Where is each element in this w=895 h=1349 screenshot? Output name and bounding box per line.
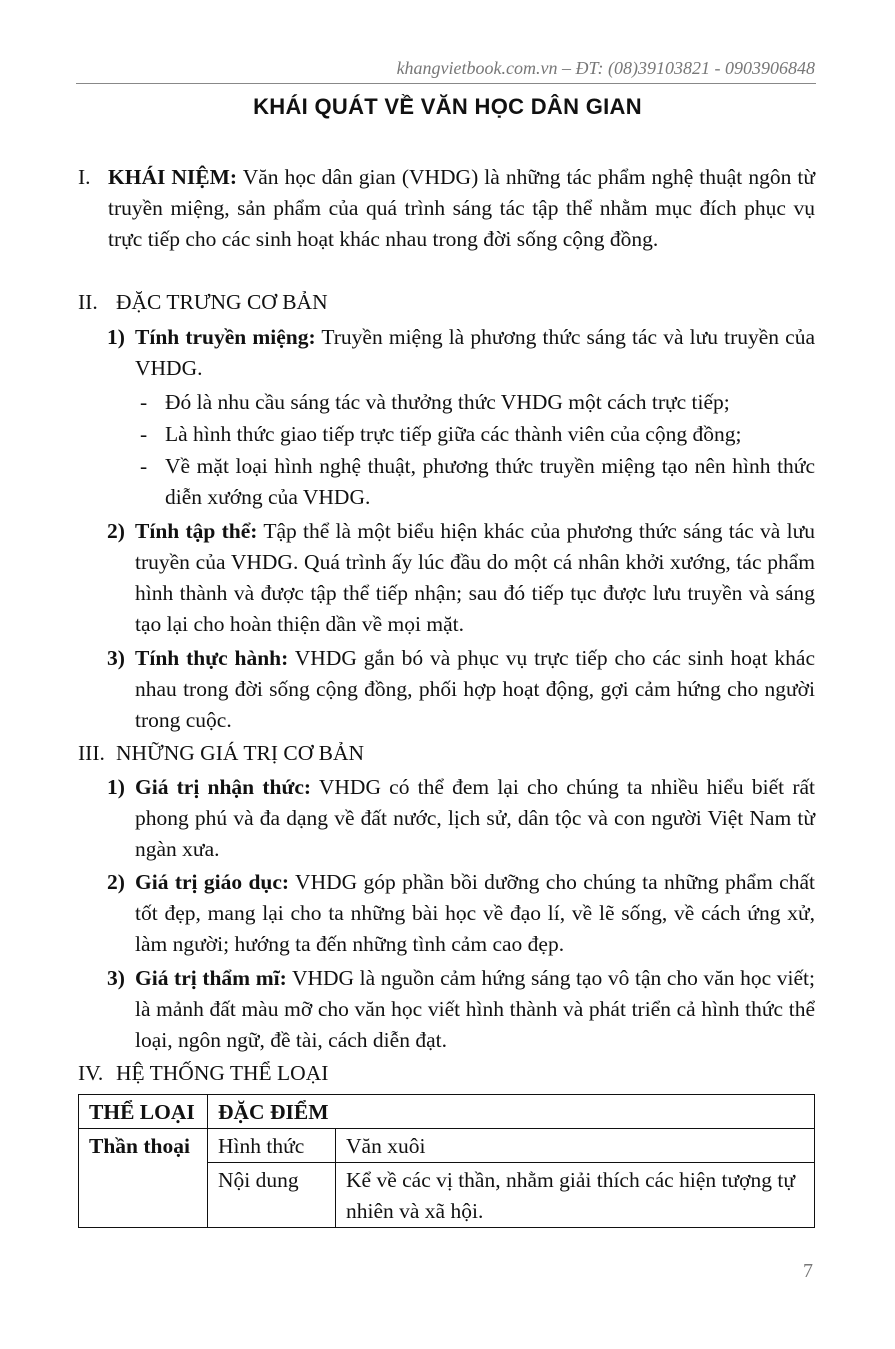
item-cognitive	[107, 772, 815, 865]
header-genre: THỂ LOẠI	[79, 1095, 208, 1129]
item-number: 3)	[107, 966, 125, 990]
item-text: Truyền miệng là phương thức sáng tác và lưu truyền của VHDG.	[135, 325, 815, 380]
item-label: Giá trị giáo dục:	[135, 870, 290, 894]
section-heading: HỆ THỐNG THỂ LOẠI	[116, 1061, 329, 1085]
item-text: VHDG là nguồn cảm hứng sáng tạo vô tận cho văn học viết; là mảnh đất màu mỡ cho văn học viết hình thành và phát triển cả hình thức thể loại, ngôn ngữ, đề tài, cách diễn đạt.	[135, 966, 815, 1052]
item-text: Tập thể là một biểu hiện khác của phương thức sáng tác và lưu truyền của VHDG. Quá trình ấy lúc đầu do một cá nhân khởi xướng, tác phẩm hình thành và được tập thể tiếp nhận; sau đó tiếp tục được lưu truyền và sáng tạo lại cho hoàn thiện dần về mọi mặt.	[135, 519, 815, 636]
genre-cell: Thần thoại	[79, 1129, 208, 1228]
item-label: Giá trị nhận thức:	[135, 775, 312, 799]
bullet-text: Là hình thức giao tiếp trực tiếp giữa các thành viên của cộng đồng;	[165, 422, 742, 446]
section-number: I.	[78, 165, 91, 189]
header-rule	[76, 83, 816, 84]
item-text: VHDG góp phần bồi dưỡng cho chúng ta những phẩm chất tốt đẹp, mang lại cho ta những bài học về đạo lí, về lẽ sống, về cách ứng xử, làm người; hướng ta đến những tình cảm cao đẹp.	[135, 870, 815, 956]
item-label: Giá trị thẩm mĩ:	[135, 966, 287, 990]
item-number: 2)	[107, 870, 125, 894]
attr-cell: Nội dung	[208, 1163, 336, 1228]
item-aesthetic	[107, 963, 815, 1056]
bullet-item: - Là hình thức giao tiếp trực tiếp giữa các thành viên của cộng đồng;	[140, 422, 742, 446]
attr-cell: Hình thức	[208, 1129, 336, 1163]
bullet-text: Đó là nhu cầu sáng tác và thưởng thức VHDG một cách trực tiếp;	[165, 390, 730, 414]
item-collective	[107, 516, 815, 640]
bullet-text: Về mặt loại hình nghệ thuật, phương thức truyền miệng tạo nên hình thức diễn xướng của VHDG.	[165, 454, 815, 509]
item-oral	[107, 322, 815, 384]
bullet-item: - Đó là nhu cầu sáng tác và thưởng thức VHDG một cách trực tiếp;	[140, 390, 730, 414]
item-number: 2)	[107, 519, 125, 543]
item-educational	[107, 867, 815, 960]
item-label: Tính truyền miệng:	[135, 325, 316, 349]
table-header-row	[79, 1095, 815, 1129]
table-row	[79, 1129, 815, 1163]
item-number: 3)	[107, 646, 125, 670]
item-text: VHDG có thể đem lại cho chúng ta nhiều hiểu biết rất phong phú và đa dạng về đất nước, lịch sử, dân tộc và con người Việt Nam từ ngàn xưa.	[135, 775, 815, 861]
bullet-item: - Về mặt loại hình nghệ thuật, phương thức truyền miệng tạo nên hình thức diễn xướng của VHDG.	[140, 454, 815, 509]
item-number: 1)	[107, 775, 125, 799]
genre-table	[78, 1094, 815, 1228]
value-cell: Kể về các vị thần, nhằm giải thích các hiện tượng tự nhiên và xã hội.	[336, 1163, 815, 1228]
section-heading: NHỮNG GIÁ TRỊ CƠ BẢN	[116, 741, 365, 765]
section-1	[78, 162, 815, 255]
page-number: 7	[803, 1260, 813, 1282]
section-number: II.	[78, 290, 98, 314]
item-label: Tính tập thể:	[135, 519, 258, 543]
section-4-heading	[78, 1058, 328, 1089]
item-number: 1)	[107, 325, 125, 349]
section-number: III.	[78, 741, 105, 765]
section-number: IV.	[78, 1061, 104, 1085]
header-features: ĐẶC ĐIỂM	[208, 1095, 815, 1129]
section-3-heading	[78, 738, 364, 769]
item-practice	[107, 643, 815, 736]
section-heading: ĐẶC TRƯNG CƠ BẢN	[116, 290, 328, 314]
running-header: khangvietbook.com.vn – ĐT: (08)39103821 - 0903906848	[396, 58, 815, 78]
section-label: KHÁI NIỆM:	[108, 165, 238, 189]
section-text: Văn học dân gian (VHDG) là những tác phẩm nghệ thuật ngôn từ truyền miệng, sản phẩm của quá trình sáng tác tập thể nhằm mục đích phục vụ trực tiếp cho các sinh hoạt khác nhau trong đời sống cộng đồng.	[108, 165, 815, 251]
page-title: KHÁI QUÁT VỀ VĂN HỌC DÂN GIAN	[253, 94, 642, 119]
section-2-heading	[78, 287, 328, 318]
item-label: Tính thực hành:	[135, 646, 289, 670]
item-text: VHDG gắn bó và phục vụ trực tiếp cho các sinh hoạt khác nhau trong đời sống cộng đồng, phối hợp hoạt động, gợi cảm hứng cho người trong cuộc.	[135, 646, 815, 732]
value-cell: Văn xuôi	[336, 1129, 815, 1163]
